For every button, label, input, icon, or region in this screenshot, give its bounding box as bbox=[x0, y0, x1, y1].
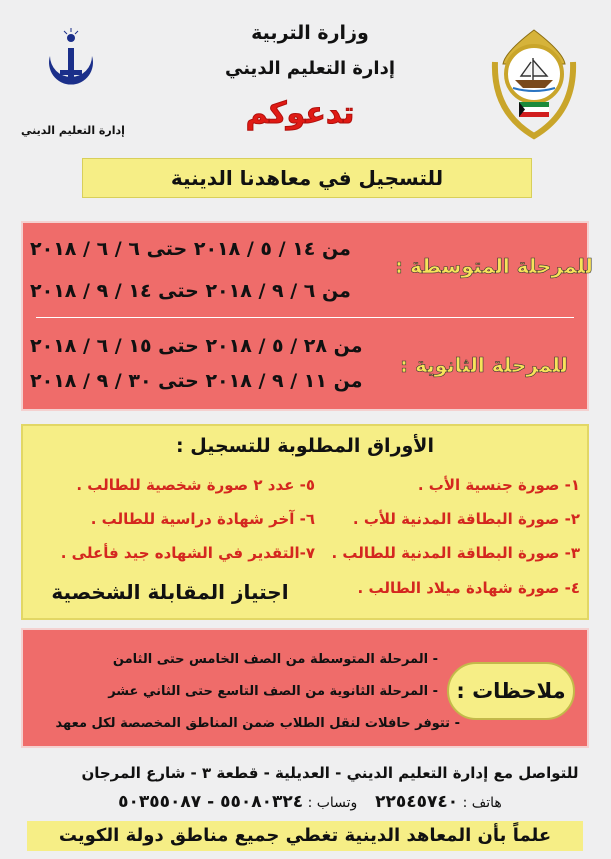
religious-education-logo bbox=[40, 26, 102, 98]
phone-numbers bbox=[40, 792, 580, 812]
intermediate-stage-label: للمرحلة المتوسطة : bbox=[395, 254, 593, 278]
whatsapp-label: وتساب : bbox=[307, 795, 358, 811]
department-title: إدارة التعليم الديني bbox=[225, 58, 395, 79]
note-item: - تتوفر حافلات لنقل الطلاب ضمن المناطق المخصصة لكل معهد bbox=[55, 716, 460, 731]
contact-address: للتواصل مع إدارة التعليم الديني - العديلية - قطعة ٣ - شارع المرجان bbox=[81, 764, 579, 782]
invites-headline: تدعوكم bbox=[245, 96, 355, 131]
secondary-date-range-2: من ١١ / ٩ / ٢٠١٨ حتى ٣٠ / ٩ / ٢٠١٨ bbox=[30, 370, 363, 392]
required-documents-title: الأوراق المطلوبة للتسجيل : bbox=[176, 435, 434, 457]
document-item: ١- صورة جنسية الأب . bbox=[417, 476, 580, 494]
coverage-banner: علماً بأن المعاهد الدينية تغطي جميع مناطق دولة الكويت bbox=[27, 821, 583, 851]
notes-badge: ملاحظات : bbox=[447, 662, 575, 720]
whatsapp-numbers: ٥٥٠٨٠٣٢٤ - ٥٠٣٥٥٠٨٧ bbox=[118, 792, 304, 812]
logo-caption: إدارة التعليم الديني bbox=[21, 124, 125, 137]
interview-requirement: اجتياز المقابلة الشخصية bbox=[51, 580, 289, 604]
intermediate-date-range-1: من ١٤ / ٥ / ٢٠١٨ حتى ٦ / ٦ / ٢٠١٨ bbox=[30, 238, 351, 260]
intermediate-date-range-2: من ٦ / ٩ / ٢٠١٨ حتى ١٤ / ٩ / ٢٠١٨ bbox=[30, 280, 351, 302]
ministry-title: وزارة التربية bbox=[251, 22, 369, 44]
document-item: ٢- صورة البطاقة المدنية للأب . bbox=[352, 510, 580, 528]
dates-divider bbox=[36, 317, 574, 318]
phone-number: ٢٢٥٤٥٧٤٠ bbox=[375, 792, 459, 812]
document-item: ٧-التقدير في الشهاده جيد فأعلى . bbox=[60, 544, 315, 562]
document-item: ٤- صورة شهادة ميلاد الطالب . bbox=[357, 579, 580, 597]
kuwait-emblem-logo bbox=[485, 22, 583, 140]
secondary-date-range-1: من ٢٨ / ٥ / ٢٠١٨ حتى ١٥ / ٦ / ٢٠١٨ bbox=[30, 335, 363, 357]
document-item: ٦- آخر شهادة دراسية للطالب . bbox=[90, 510, 315, 528]
document-item: ٥- عدد ٢ صورة شخصية للطالب . bbox=[76, 476, 315, 494]
document-item: ٣- صورة البطاقة المدنية للطالب . bbox=[331, 544, 580, 562]
note-item: - المرحلة الثانوية من الصف التاسع حتى الثاني عشر bbox=[108, 684, 438, 699]
phone-label: هاتف : bbox=[462, 795, 502, 811]
secondary-stage-label: للمرحلة الثانوية : bbox=[400, 353, 568, 377]
register-banner: للتسجيل في معاهدنا الدينية bbox=[82, 158, 532, 198]
note-item: - المرحلة المتوسطة من الصف الخامس حتى الثامن bbox=[112, 652, 438, 667]
